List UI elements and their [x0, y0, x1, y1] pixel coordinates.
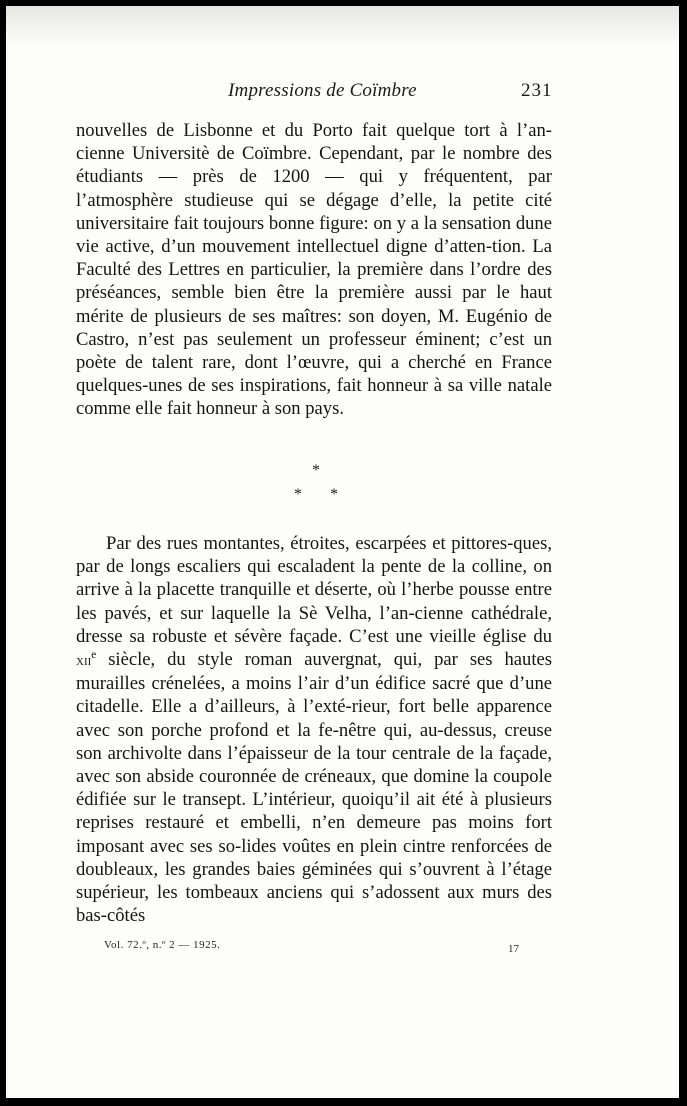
- century-superscript: e: [91, 648, 97, 661]
- book-page: [6, 6, 679, 1098]
- paragraph-1: [76, 119, 552, 421]
- asterism-separator: [290, 462, 350, 508]
- page-number: 231: [521, 80, 553, 101]
- paragraph-1-text: nouvelles de Lisbonne et du Porto fait quelque tort à l’an-cienne Universitè de Coïmbre. Cependant, par le nombre des étudiants — près de 1200 — qui y fréquentent, par l’atmosphère studieuse qui se dégage d’elle, la petite cité universitaire fait toujours bonne figure: on y a la sensation dune vie active, d’un mouvement intellectuel digne d’atten-tion. La Faculté des Lettres en particulier, la première dans l’ordre des préséances, semble bien être la première aussi par le haut mérite de plusieurs de ses maîtres: son doyen, M. Eugénio de Castro, n’est pas seulement un professeur éminent; c’est un poète de talent rare, dont l’œuvre, qui a cherché en France quelques-unes de ses inspirations, fait honneur à sa ville natale comme elle fait honneur à son pays.: [76, 120, 552, 420]
- page-header: [6, 80, 679, 110]
- sheet-number: 17: [508, 943, 519, 955]
- paragraph-2-text-a: Par des rues montantes, étroites, escarpées et pittores-ques, par de longs escaliers qui escaladent la pente de la colline, on arrive à la placette tranquille et déserte, où l’herbe pousse entre les pavés, et sur laquelle la Sè Velha, l’an-cienne cathédrale, dresse sa robuste et sévère façade. C’est une vieille église du: [76, 533, 552, 647]
- paragraph-2-text-b: siècle, du style roman auvergnat, qui, par ses hautes murailles crénelées, a moins l’air d’un édifice sacré que d’une citadelle. Elle a d’ailleurs, à l’exté-rieur, fort belle apparence avec son porche profond et la fe-nêtre qui, au-dessus, creuse son archivolte dans l’épaisseur de la tour centrale de la façade, avec son abside couronnée de créneaux, que domine la coupole édifiée sur le transept. L’intérieur, quoiqu’il ait été à plusieurs reprises restauré et embelli, n’en demeure pas moins fort imposant avec ses so-lides voûtes en plein cintre renforcées de doubleaux, les grandes baies géminées qui s’ouvrent à l’étage supérieur, les tombeaux anciens qui s’adossent aux murs des bas-côtés: [76, 649, 552, 927]
- century-numeral: xii: [76, 652, 92, 670]
- volume-signature: Vol. 72.º, n.º 2 — 1925.: [104, 939, 221, 951]
- paragraph-2: [76, 532, 552, 927]
- asterisk-top: *: [312, 462, 320, 479]
- asterisk-bottom-right: *: [330, 486, 338, 503]
- asterisk-bottom-left: *: [294, 486, 302, 503]
- page-top-shadow: [6, 6, 679, 46]
- running-title: Impressions de Coïmbre: [228, 80, 417, 101]
